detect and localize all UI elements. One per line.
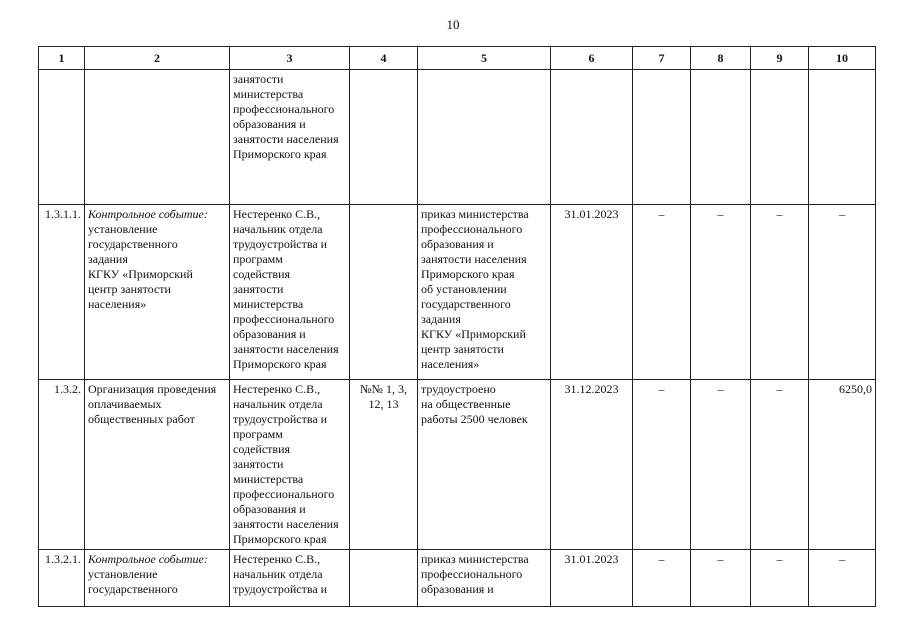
row-number: 1.3.2. [39,380,85,550]
header-cell-9: 9 [751,47,809,70]
result-cell: приказ министерства профессионального образования и [418,550,551,607]
event-text: Организация проведения оплачиваемых общественных работ [88,382,217,426]
result-cell: трудоустроено на общественные работы 2500 человек [418,380,551,550]
table-row [39,70,876,205]
col7-cell: – [633,380,691,550]
date-cell: 31.01.2023 [551,550,633,607]
col7-cell: – [633,550,691,607]
col8-cell: – [691,380,751,550]
event-cell [85,205,230,380]
col7-cell: – [633,205,691,380]
col9-cell [751,70,809,205]
header-cell-2: 2 [85,47,230,70]
col10-cell [809,70,876,205]
event-cell [85,550,230,607]
col8-cell [691,70,751,205]
header-cell-6: 6 [551,47,633,70]
date-cell: 31.12.2023 [551,380,633,550]
table-row [39,550,876,607]
col9-cell: – [751,205,809,380]
col8-cell: – [691,550,751,607]
header-cell-10: 10 [809,47,876,70]
indicator-cell [350,205,418,380]
date-cell: 31.01.2023 [551,205,633,380]
row-number: 1.3.1.1. [39,205,85,380]
header-cell-7: 7 [633,47,691,70]
page-number: 10 [446,17,460,32]
indicator-cell [350,550,418,607]
responsible-cell: Нестеренко С.В., начальник отдела трудоустройства и программ содействия занятости министерства профессионального образования и занятости населения Приморского края [230,380,350,550]
date-cell [551,70,633,205]
col9-cell: – [751,380,809,550]
table-row [39,205,876,380]
event-cell [85,70,230,205]
col10-cell: – [809,550,876,607]
col8-cell: – [691,205,751,380]
col10-cell: – [809,205,876,380]
col9-cell: – [751,550,809,607]
responsible-cell: Нестеренко С.В., начальник отдела трудоустройства и программ содействия занятости министерства профессионального образования и занятости населения Приморского края [230,205,350,380]
row-number [39,70,85,205]
col10-cell: 6250,0 [809,380,876,550]
result-cell [418,70,551,205]
event-label: Контрольное событие: [88,207,208,221]
plan-table [38,46,876,607]
event-cell [85,380,230,550]
header-cell-3: 3 [230,47,350,70]
header-cell-5: 5 [418,47,551,70]
indicator-cell [350,70,418,205]
responsible-cell: Нестеренко С.В., начальник отдела трудоустройства и [230,550,350,607]
header-cell-8: 8 [691,47,751,70]
col7-cell [633,70,691,205]
row-number: 1.3.2.1. [39,550,85,607]
header-cell-1: 1 [39,47,85,70]
table-row [39,380,876,550]
event-text: установление государственного задания КГКУ «Приморский центр занятости населения» [88,222,193,311]
header-cell-4: 4 [350,47,418,70]
header-row [39,47,876,70]
event-label: Контрольное событие: [88,552,208,566]
responsible-cell: занятости министерства профессионального образования и занятости населения Приморского края [230,70,350,205]
event-text: установление государственного [88,567,178,596]
indicator-cell: №№ 1, 3, 12, 13 [350,380,418,550]
result-cell: приказ министерства профессионального образования и занятости населения Приморского края об установлении государственного задания КГКУ «Приморский центр занятости населения» [418,205,551,380]
